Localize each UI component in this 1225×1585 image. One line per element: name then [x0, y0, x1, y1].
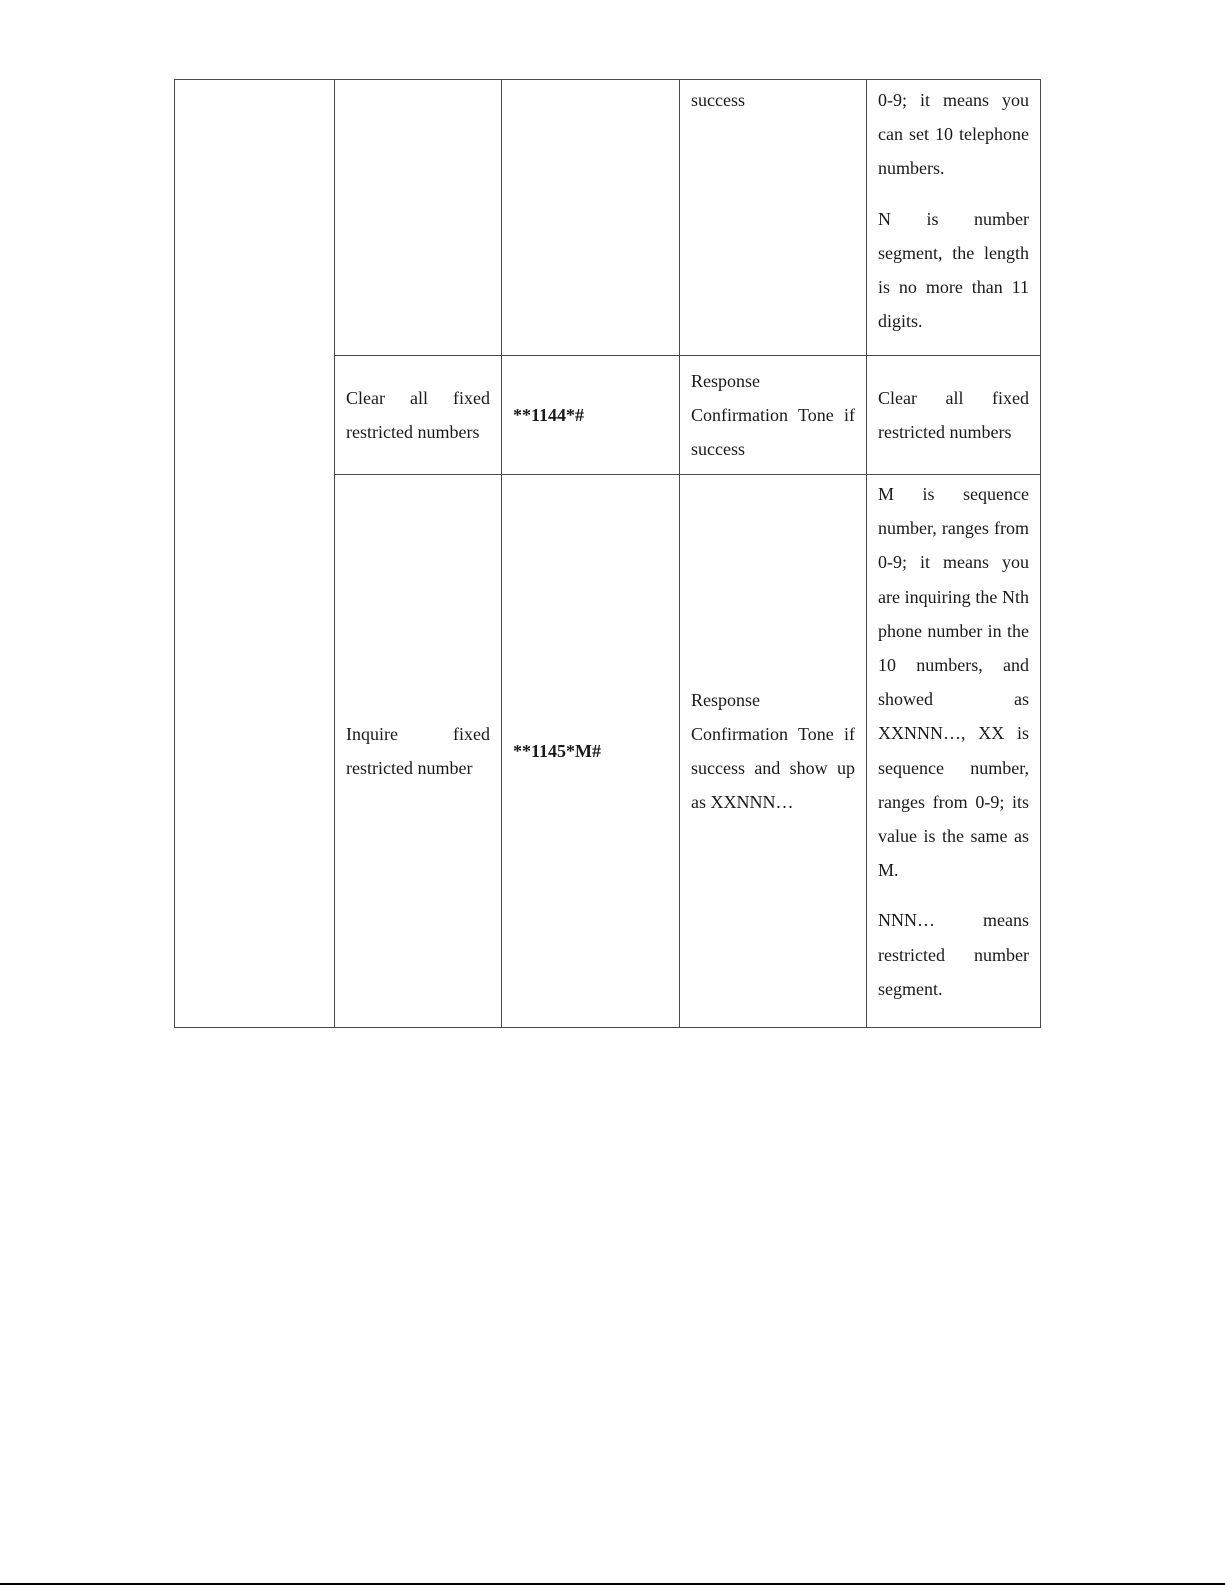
notes-paragraph: N is number segment, the length is no more than 11 digits. — [878, 208, 1029, 332]
notes-paragraph: M is sequence number, ranges from 0-9; it means you are inquiring the Nth phone number in the 10 numbers, and showed as XXNNN…, XX is sequence number, ranges from 0-9; its value is the same as M. — [878, 484, 1029, 881]
notes-cell — [867, 475, 1041, 1028]
notes-paragraph: 0-9; it means you can set 10 telephone numbers. — [878, 90, 1029, 179]
response-cell: Response Confirmation Tone if success and show up as XXNNN… — [680, 475, 867, 1028]
table-row — [175, 80, 1041, 356]
notes-paragraph: Clear all fixed restricted numbers — [878, 387, 1029, 442]
notes-cell — [867, 356, 1041, 475]
function-cell: Inquire fixed restricted number — [335, 475, 502, 1028]
code-cell: **1144*# — [502, 356, 680, 475]
code-cell — [502, 80, 680, 356]
notes-paragraph: NNN… means restricted number segment. — [878, 910, 1029, 999]
function-cell: Clear all fixed restricted numbers — [335, 356, 502, 475]
response-cell: success — [680, 80, 867, 356]
notes-cell — [867, 80, 1041, 356]
response-cell: Response Confirmation Tone if success — [680, 356, 867, 475]
function-cell — [335, 80, 502, 356]
category-cell — [175, 80, 335, 1028]
feature-code-table — [174, 79, 1041, 1028]
code-cell: **1145*M# — [502, 475, 680, 1028]
